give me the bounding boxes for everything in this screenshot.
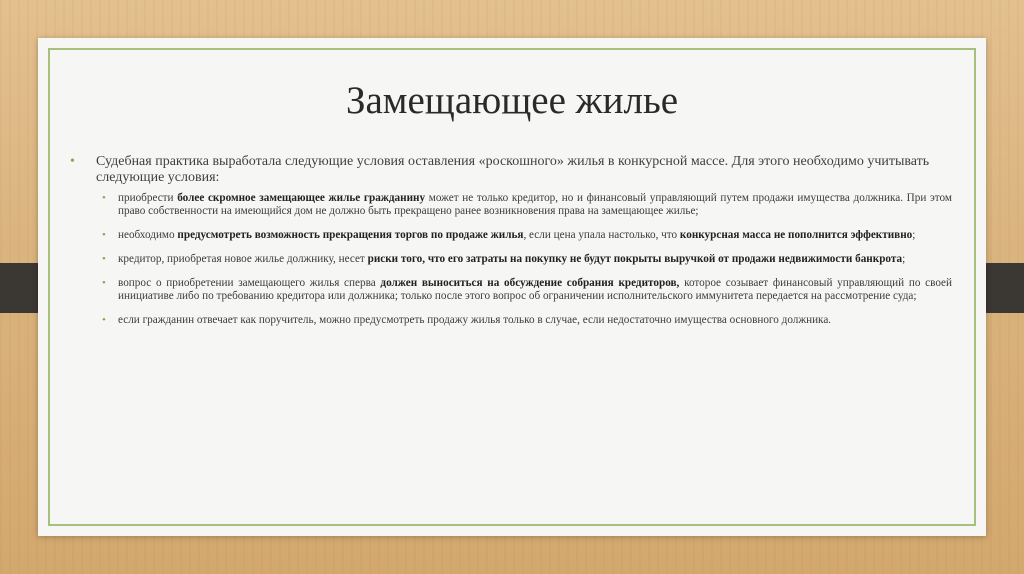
bullet-icon: •	[102, 277, 106, 289]
conditions-list	[96, 192, 952, 327]
slide	[38, 38, 986, 536]
bullet-icon: •	[70, 154, 75, 169]
list-item	[102, 192, 952, 218]
bullet-icon: •	[102, 192, 106, 204]
item-text: может не только кредитор, но и финансовый управляющий путем продажи имущества должника. При этом право собственности на имеющийся дом не должно быть прекращено ранее возникновения права на замещающее жилье;	[118, 192, 952, 217]
item-emphasis: более скромное замещающее жилье гражданину	[177, 192, 426, 204]
item-text: кредитор, приобретая новое жилье должнику, несет	[118, 253, 368, 265]
list-item	[102, 253, 952, 266]
item-text: ;	[902, 253, 906, 265]
list-item	[102, 314, 952, 327]
item-emphasis: риски того, что его затраты на покупку не будут покрыты выручкой от продажи недвижимости банкрота	[367, 253, 903, 265]
item-emphasis: должен выноситься на обсуждение собрания кредиторов,	[380, 277, 680, 289]
item-text: , если цена упала настолько, что	[523, 229, 680, 241]
bullet-icon: •	[102, 229, 106, 241]
intro-paragraph	[70, 154, 952, 186]
slide-content	[70, 154, 952, 338]
item-text: вопрос о приобретении замещающего жилья сперва	[118, 277, 381, 289]
item-text: которое созывает финансовый управляющий по своей инициативе либо по требованию кредитора или должника; только после этого вопрос об ограничении исполнительского иммунитета передается на рассмотрение суда;	[118, 277, 952, 302]
list-item	[102, 229, 952, 242]
list-item	[102, 277, 952, 303]
bullet-icon: •	[102, 314, 106, 326]
item-text: необходимо	[118, 229, 178, 241]
slide-title: Замещающее жилье	[345, 79, 679, 122]
item-text: ;	[912, 229, 916, 241]
bullet-icon: •	[102, 253, 106, 265]
item-text: если гражданин отвечает как поручитель, можно предусмотреть продажу жилья только в случае, если недостаточно имущества основного должника.	[118, 314, 832, 326]
item-text: приобрести	[118, 192, 178, 204]
intro-text: Судебная практика выработала следующие условия оставления «роскошного» жилья в конкурсной массе. Для этого необходимо учитывать следующие условия:	[96, 154, 930, 185]
item-emphasis: конкурсная масса не пополнится эффективно	[679, 229, 913, 241]
item-emphasis: предусмотреть возможность прекращения торгов по продаже жилья	[177, 229, 524, 241]
